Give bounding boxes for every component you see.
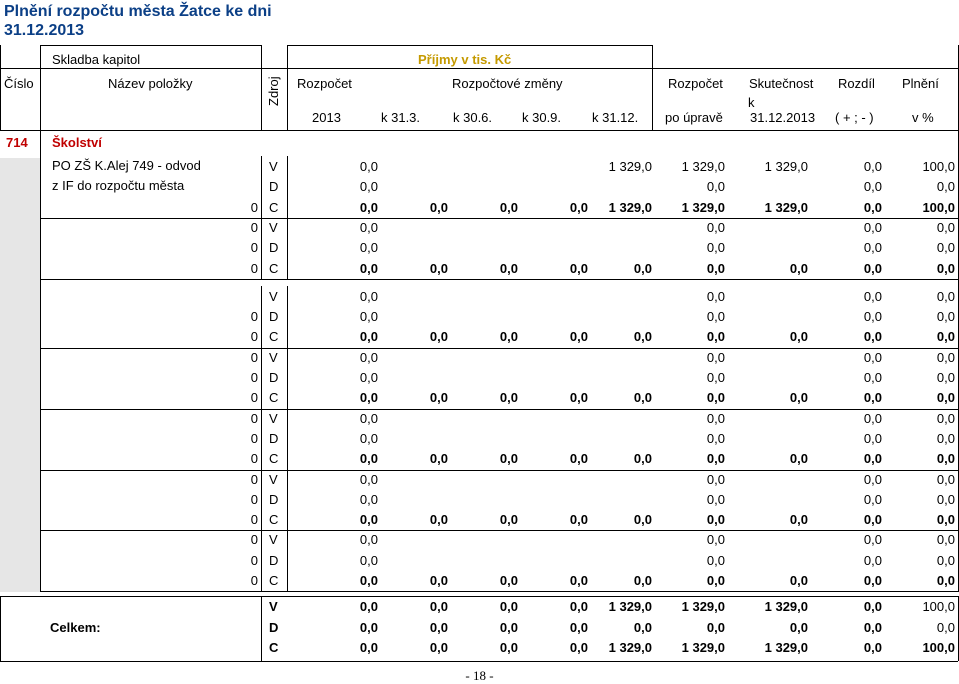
value-cell: 0,0 bbox=[863, 288, 882, 304]
value-cell: 100,0 bbox=[922, 199, 955, 215]
page-number: - 18 - bbox=[465, 668, 494, 683]
value-cell: 0,0 bbox=[936, 288, 955, 304]
grid-line bbox=[40, 45, 261, 46]
source-code: C bbox=[269, 512, 279, 528]
value-cell: 0,0 bbox=[706, 370, 725, 385]
source-code: D bbox=[269, 491, 279, 507]
value-cell: 0,0 bbox=[499, 329, 518, 345]
item-zero: 0 bbox=[250, 309, 258, 325]
value-cell: 0,0 bbox=[863, 199, 882, 215]
header-rozdil: Rozdíl bbox=[838, 76, 875, 91]
grid-line bbox=[287, 286, 288, 348]
value-cell: 0,0 bbox=[569, 512, 588, 528]
grid-line bbox=[261, 156, 262, 218]
total-source: V bbox=[269, 599, 278, 615]
value-cell: 0,0 bbox=[863, 491, 882, 507]
value-cell: 0,0 bbox=[863, 370, 882, 385]
value-cell: 0,0 bbox=[499, 512, 518, 528]
item-zero: 0 bbox=[250, 370, 258, 385]
value-cell: 0,0 bbox=[359, 471, 378, 487]
header-rozpocet: Rozpočet bbox=[297, 76, 352, 91]
grid-line bbox=[261, 529, 262, 591]
total-value: 0,0 bbox=[706, 619, 725, 635]
value-cell: 0,0 bbox=[936, 532, 955, 548]
source-code: V bbox=[269, 159, 278, 174]
total-value: 1 329,0 bbox=[764, 639, 808, 655]
value-cell: 0,0 bbox=[706, 309, 725, 325]
value-cell: 0,0 bbox=[706, 430, 725, 446]
grid-line bbox=[261, 45, 262, 130]
value-cell: 0,0 bbox=[359, 573, 378, 588]
source-code: V bbox=[269, 349, 278, 365]
value-cell: 0,0 bbox=[359, 260, 378, 276]
value-cell: 0,0 bbox=[569, 390, 588, 406]
grid-line bbox=[287, 45, 288, 130]
item-zero: 0 bbox=[250, 240, 258, 256]
grid-line bbox=[0, 130, 958, 131]
chapter-name: Školství bbox=[52, 135, 102, 150]
grid-line bbox=[261, 596, 262, 661]
value-cell: 0,0 bbox=[936, 451, 955, 467]
item-zero: 0 bbox=[250, 532, 258, 548]
value-cell: 1 329,0 bbox=[608, 199, 652, 215]
header-rozpocet-year: 2013 bbox=[312, 110, 341, 125]
value-cell: 0,0 bbox=[936, 309, 955, 325]
value-cell: 0,0 bbox=[863, 512, 882, 528]
grid-line bbox=[0, 68, 958, 69]
header-k313: k 31.3. bbox=[381, 110, 421, 125]
value-cell: 0,0 bbox=[936, 260, 955, 276]
value-cell: 0,0 bbox=[936, 390, 955, 406]
value-cell: 0,0 bbox=[706, 349, 725, 365]
grid-line bbox=[287, 408, 288, 470]
value-cell: 0,0 bbox=[706, 288, 725, 304]
item-zero: 0 bbox=[250, 430, 258, 446]
total-source: C bbox=[269, 639, 279, 655]
total-value: 0,0 bbox=[499, 639, 518, 655]
item-name-cont: z IF do rozpočtu města bbox=[52, 178, 185, 194]
grid-line bbox=[261, 347, 262, 409]
value-cell: 0,0 bbox=[789, 451, 808, 467]
value-cell: 0,0 bbox=[499, 260, 518, 276]
header-k309: k 30.9. bbox=[522, 110, 562, 125]
grid-line bbox=[0, 661, 958, 662]
source-code: C bbox=[269, 260, 279, 276]
value-cell: 0,0 bbox=[633, 329, 652, 345]
value-cell: 0,0 bbox=[936, 410, 955, 426]
grid-line bbox=[652, 45, 653, 130]
value-cell: 0,0 bbox=[706, 219, 725, 235]
value-cell: 1 329,0 bbox=[681, 159, 725, 174]
header-cislo: Číslo bbox=[4, 76, 34, 91]
header-prijmy: Příjmy v tis. Kč bbox=[418, 52, 512, 67]
total-value: 0,0 bbox=[863, 599, 882, 615]
value-cell: 0,0 bbox=[863, 260, 882, 276]
total-value: 0,0 bbox=[359, 639, 378, 655]
value-cell: 0,0 bbox=[359, 370, 378, 385]
value-cell: 0,0 bbox=[936, 219, 955, 235]
value-cell: 0,0 bbox=[936, 491, 955, 507]
value-cell: 0,0 bbox=[429, 329, 448, 345]
source-code: C bbox=[269, 329, 279, 345]
source-code: D bbox=[269, 240, 279, 256]
value-cell: 0,0 bbox=[936, 349, 955, 365]
value-cell: 0,0 bbox=[359, 219, 378, 235]
value-cell: 0,0 bbox=[936, 329, 955, 345]
grid-line bbox=[40, 130, 41, 592]
item-zero: 0 bbox=[250, 552, 258, 568]
value-cell: 0,0 bbox=[789, 260, 808, 276]
value-cell: 0,0 bbox=[706, 491, 725, 507]
total-value: 0,0 bbox=[359, 599, 378, 615]
total-value: 1 329,0 bbox=[608, 599, 652, 615]
total-value: 100,0 bbox=[922, 599, 955, 615]
total-value: 0,0 bbox=[789, 619, 808, 635]
value-cell: 0,0 bbox=[706, 512, 725, 528]
value-cell: 0,0 bbox=[936, 552, 955, 568]
header-k306: k 30.6. bbox=[453, 110, 493, 125]
grid-line bbox=[40, 279, 958, 280]
value-cell: 0,0 bbox=[863, 159, 882, 174]
total-value: 0,0 bbox=[569, 639, 588, 655]
item-zero: 0 bbox=[250, 451, 258, 467]
value-cell: 0,0 bbox=[863, 573, 882, 588]
total-value: 0,0 bbox=[429, 599, 448, 615]
grid-line bbox=[287, 469, 288, 531]
value-cell: 0,0 bbox=[706, 390, 725, 406]
source-code: C bbox=[269, 199, 279, 215]
grid-line bbox=[0, 596, 958, 597]
value-cell: 0,0 bbox=[936, 512, 955, 528]
value-cell: 0,0 bbox=[706, 410, 725, 426]
total-value: 0,0 bbox=[499, 599, 518, 615]
item-zero: 0 bbox=[250, 390, 258, 406]
value-cell: 0,0 bbox=[499, 390, 518, 406]
value-cell: 0,0 bbox=[863, 219, 882, 235]
value-cell: 0,0 bbox=[863, 430, 882, 446]
value-cell: 0,0 bbox=[936, 573, 955, 588]
value-cell: 0,0 bbox=[706, 179, 725, 195]
source-code: D bbox=[269, 370, 279, 385]
value-cell: 0,0 bbox=[359, 512, 378, 528]
source-code: V bbox=[269, 410, 278, 426]
value-cell: 0,0 bbox=[569, 260, 588, 276]
value-cell: 0,0 bbox=[359, 288, 378, 304]
source-code: V bbox=[269, 471, 278, 487]
grid-line bbox=[287, 217, 288, 279]
total-value: 0,0 bbox=[569, 619, 588, 635]
source-code: D bbox=[269, 309, 279, 325]
value-cell: 0,0 bbox=[569, 329, 588, 345]
page-title: Plnění rozpočtu města Žatce ke dni 31.12.2013 bbox=[4, 3, 272, 39]
header-skutecnost: Skutečnost bbox=[749, 76, 814, 91]
value-cell: 0,0 bbox=[359, 410, 378, 426]
item-zero: 0 bbox=[250, 199, 258, 215]
value-cell: 0,0 bbox=[863, 471, 882, 487]
header-plneni: Plnění bbox=[902, 76, 939, 91]
header-rozpocet-upr: Rozpočet bbox=[668, 76, 723, 91]
source-code: V bbox=[269, 219, 278, 235]
source-code: D bbox=[269, 179, 279, 195]
value-cell: 0,0 bbox=[863, 390, 882, 406]
value-cell: 0,0 bbox=[863, 552, 882, 568]
value-cell: 1 329,0 bbox=[764, 159, 808, 174]
total-value: 0,0 bbox=[863, 619, 882, 635]
header-skut-date: 31.12.2013 bbox=[750, 110, 816, 125]
item-zero: 0 bbox=[250, 349, 258, 365]
total-value: 0,0 bbox=[863, 639, 882, 655]
header-zdroj: Zdroj bbox=[266, 76, 281, 106]
value-cell: 0,0 bbox=[429, 390, 448, 406]
header-skut-k: k bbox=[748, 95, 755, 110]
header-zmeny: Rozpočtové změny bbox=[452, 76, 563, 91]
source-code: V bbox=[269, 532, 278, 548]
value-cell: 0,0 bbox=[789, 329, 808, 345]
header-skladba: Skladba kapitol bbox=[52, 52, 141, 67]
total-value: 0,0 bbox=[429, 619, 448, 635]
value-cell: 0,0 bbox=[936, 471, 955, 487]
value-cell: 0,0 bbox=[863, 329, 882, 345]
value-cell: 0,0 bbox=[499, 199, 518, 215]
value-cell: 1 329,0 bbox=[608, 159, 652, 174]
value-cell: 0,0 bbox=[789, 512, 808, 528]
value-cell: 0,0 bbox=[569, 199, 588, 215]
value-cell: 0,0 bbox=[359, 532, 378, 548]
value-cell: 0,0 bbox=[633, 512, 652, 528]
value-cell: 0,0 bbox=[863, 410, 882, 426]
value-cell: 0,0 bbox=[499, 573, 518, 588]
value-cell: 0,0 bbox=[359, 159, 378, 174]
value-cell: 1 329,0 bbox=[681, 199, 725, 215]
item-zero: 0 bbox=[250, 512, 258, 528]
value-cell: 0,0 bbox=[936, 430, 955, 446]
total-value: 0,0 bbox=[936, 619, 955, 635]
value-cell: 0,0 bbox=[706, 552, 725, 568]
grid-line bbox=[261, 408, 262, 470]
grid-line bbox=[287, 156, 288, 218]
value-cell: 0,0 bbox=[633, 451, 652, 467]
item-name: PO ZŠ K.Alej 749 - odvod bbox=[52, 158, 201, 173]
value-cell: 0,0 bbox=[706, 573, 725, 588]
total-source: D bbox=[269, 619, 279, 635]
value-cell: 1 329,0 bbox=[764, 199, 808, 215]
total-value: 1 329,0 bbox=[681, 599, 725, 615]
value-cell: 0,0 bbox=[359, 552, 378, 568]
grid-line bbox=[287, 45, 652, 46]
header-k3112: k 31.12. bbox=[592, 110, 639, 125]
total-value: 0,0 bbox=[569, 599, 588, 615]
source-code: C bbox=[269, 451, 279, 467]
header-nazev: Název položky bbox=[108, 76, 193, 91]
header-rozdil-sign: ( + ; - ) bbox=[835, 110, 874, 125]
row-stripe bbox=[0, 158, 40, 592]
source-code: V bbox=[269, 288, 278, 304]
source-code: D bbox=[269, 430, 279, 446]
grid-line bbox=[287, 529, 288, 591]
value-cell: 0,0 bbox=[863, 179, 882, 195]
header-po-uprave: po úpravě bbox=[665, 110, 723, 125]
chapter-number: 714 bbox=[6, 135, 28, 150]
grid-line bbox=[0, 596, 1, 661]
value-cell: 0,0 bbox=[359, 199, 378, 215]
value-cell: 0,0 bbox=[359, 390, 378, 406]
value-cell: 0,0 bbox=[706, 532, 725, 548]
value-cell: 0,0 bbox=[863, 451, 882, 467]
value-cell: 0,0 bbox=[359, 309, 378, 325]
item-zero: 0 bbox=[250, 491, 258, 507]
value-cell: 0,0 bbox=[633, 573, 652, 588]
value-cell: 0,0 bbox=[359, 430, 378, 446]
value-cell: 0,0 bbox=[789, 573, 808, 588]
item-zero: 0 bbox=[250, 573, 258, 588]
value-cell: 0,0 bbox=[359, 349, 378, 365]
grid-line bbox=[287, 347, 288, 409]
total-value: 1 329,0 bbox=[681, 639, 725, 655]
value-cell: 0,0 bbox=[706, 471, 725, 487]
value-cell: 0,0 bbox=[359, 240, 378, 256]
value-cell: 0,0 bbox=[359, 491, 378, 507]
value-cell: 0,0 bbox=[936, 240, 955, 256]
value-cell: 0,0 bbox=[706, 451, 725, 467]
grid-line bbox=[0, 45, 1, 130]
grid-line bbox=[40, 591, 958, 592]
total-value: 0,0 bbox=[499, 619, 518, 635]
value-cell: 0,0 bbox=[359, 451, 378, 467]
value-cell: 0,0 bbox=[499, 451, 518, 467]
source-code: D bbox=[269, 552, 279, 568]
value-cell: 0,0 bbox=[429, 573, 448, 588]
item-zero: 0 bbox=[250, 329, 258, 345]
source-code: C bbox=[269, 573, 279, 588]
item-zero: 0 bbox=[250, 471, 258, 487]
value-cell: 0,0 bbox=[706, 329, 725, 345]
value-cell: 0,0 bbox=[429, 199, 448, 215]
item-zero: 0 bbox=[250, 260, 258, 276]
item-zero: 0 bbox=[250, 219, 258, 235]
value-cell: 0,0 bbox=[863, 240, 882, 256]
grid-line bbox=[40, 45, 41, 130]
total-value: 0,0 bbox=[359, 619, 378, 635]
header-v-pct: v % bbox=[912, 110, 934, 125]
value-cell: 0,0 bbox=[633, 260, 652, 276]
value-cell: 0,0 bbox=[863, 532, 882, 548]
grid-line bbox=[261, 469, 262, 531]
value-cell: 0,0 bbox=[706, 240, 725, 256]
total-value: 0,0 bbox=[633, 619, 652, 635]
value-cell: 0,0 bbox=[633, 390, 652, 406]
value-cell: 0,0 bbox=[429, 451, 448, 467]
total-value: 1 329,0 bbox=[608, 639, 652, 655]
value-cell: 0,0 bbox=[863, 349, 882, 365]
total-value: 100,0 bbox=[922, 639, 955, 655]
value-cell: 0,0 bbox=[359, 329, 378, 345]
value-cell: 0,0 bbox=[569, 451, 588, 467]
grid-line bbox=[261, 286, 262, 348]
item-zero: 0 bbox=[250, 410, 258, 426]
value-cell: 0,0 bbox=[429, 260, 448, 276]
total-value: 0,0 bbox=[429, 639, 448, 655]
source-code: C bbox=[269, 390, 279, 406]
value-cell: 0,0 bbox=[936, 179, 955, 195]
value-cell: 0,0 bbox=[863, 309, 882, 325]
value-cell: 0,0 bbox=[706, 260, 725, 276]
value-cell: 0,0 bbox=[936, 370, 955, 385]
grid-line bbox=[261, 217, 262, 279]
value-cell: 0,0 bbox=[359, 179, 378, 195]
value-cell: 0,0 bbox=[429, 512, 448, 528]
total-value: 1 329,0 bbox=[764, 599, 808, 615]
total-label: Celkem: bbox=[50, 619, 101, 635]
value-cell: 0,0 bbox=[789, 390, 808, 406]
value-cell: 0,0 bbox=[569, 573, 588, 588]
value-cell: 100,0 bbox=[922, 159, 955, 174]
